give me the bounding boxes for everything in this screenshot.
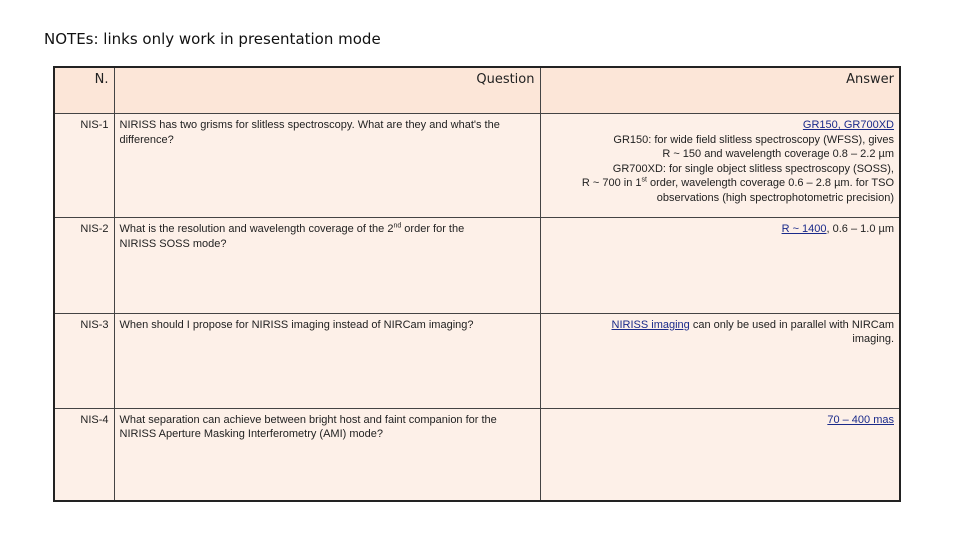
- answer-cell: [540, 218, 900, 313]
- question-line: NIRISS SOSS mode?: [119, 237, 227, 250]
- answer-line: GR150: for wide field slitless spectroscopy (WFSS), gives: [613, 133, 894, 146]
- answer-cell: [540, 313, 900, 408]
- presentation-note: NOTEs: links only work in presentation mode: [44, 30, 381, 48]
- table-row: [54, 313, 900, 408]
- answer-cell: [540, 114, 900, 218]
- answer-rest: can only be used in parallel with NIRCam: [689, 318, 894, 331]
- answer-line: [546, 176, 895, 191]
- answer-link[interactable]: GR150, GR700XD: [802, 119, 894, 131]
- answer-line-pre: R ~ 700 in 1: [581, 177, 642, 189]
- answer-line: GR700XD: for single object slitless spectroscopy (SOSS),: [612, 162, 894, 175]
- question-text: [114, 218, 540, 313]
- row-id: NIS-2: [54, 218, 114, 313]
- row-id: NIS-1: [54, 114, 114, 218]
- question-text: NIRISS has two grisms for slitless spectroscopy. What are they and what's the difference?: [114, 114, 540, 218]
- table-row: [54, 218, 900, 313]
- question-text: What separation can achieve between bright host and faint companion for the NIRISS Aperture Masking Interferometry (AMI) mode?: [114, 408, 540, 501]
- row-id: NIS-4: [54, 408, 114, 501]
- header-row: [54, 67, 900, 114]
- answer-link[interactable]: NIRISS imaging: [611, 318, 690, 331]
- row-id: NIS-3: [54, 313, 114, 408]
- answer-line: R ~ 150 and wavelength coverage 0.8 – 2.2 µm: [662, 148, 894, 160]
- answer-line: observations (high spectrophotometric precision): [656, 191, 894, 204]
- header-number: N.: [54, 67, 114, 114]
- question-text: When should I propose for NIRISS imaging instead of NIRCam imaging?: [114, 313, 540, 408]
- table-row: [54, 408, 900, 501]
- faq-table: [53, 66, 901, 502]
- header-answer: Answer: [540, 67, 900, 114]
- ordinal-superscript: nd: [393, 222, 402, 230]
- question-post: order for the: [401, 223, 465, 236]
- ordinal-superscript: st: [641, 176, 647, 184]
- answer-rest: , 0.6 – 1.0 µm: [826, 223, 894, 236]
- answer-line: imaging.: [852, 333, 894, 346]
- answer-link[interactable]: R ~ 1400: [781, 223, 827, 236]
- answer-cell: [540, 408, 900, 501]
- table-row: [54, 114, 900, 218]
- question-pre: What is the resolution and wavelength coverage of the 2: [119, 223, 394, 236]
- header-question: Question: [114, 67, 540, 114]
- answer-line-post: order, wavelength coverage 0.6 – 2.8 µm. for TSO: [646, 177, 894, 189]
- answer-link[interactable]: 70 – 400 mas: [827, 413, 894, 426]
